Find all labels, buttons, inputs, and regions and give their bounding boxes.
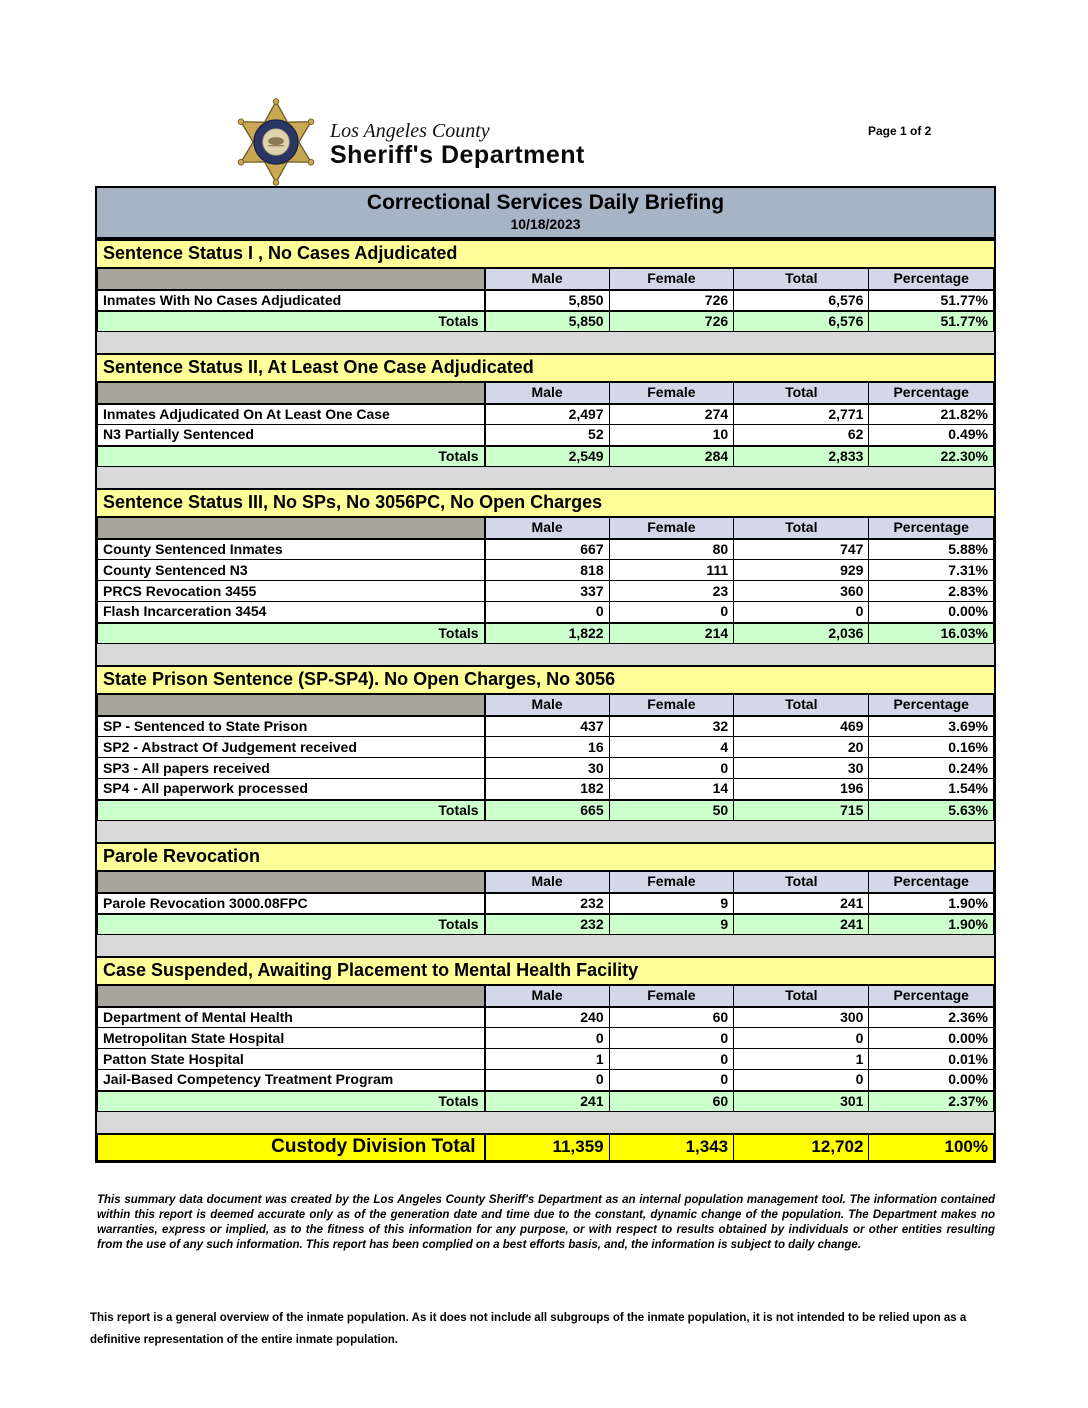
row-label-cell: N3 Partially Sentenced xyxy=(98,425,485,446)
value-cell-percentage: 21.82% xyxy=(869,404,994,425)
totals-value-cell-percentage: 16.03% xyxy=(869,623,994,644)
value-cell-total: 2,771 xyxy=(734,404,869,425)
row-label-cell: Flash Incarceration 3454 xyxy=(98,602,485,623)
value-cell-percentage: 0.24% xyxy=(869,758,994,779)
totals-value-cell-male: 5,850 xyxy=(485,311,610,332)
data-row xyxy=(98,1007,994,1028)
value-cell-percentage: 0.49% xyxy=(869,425,994,446)
value-cell-percentage: 1.90% xyxy=(869,893,994,914)
section-header-2: Sentence Status II, At Least One Case Adjudicated xyxy=(97,353,994,382)
overview-note-text: This report is a general overview of the inmate population. As it does not include all subgroups of the inmate population, it is not intended to be relied upon as a definitive representation of the entire inmate population. xyxy=(90,1311,967,1346)
agency-department-label: Sheriff's Department xyxy=(330,141,585,169)
value-cell-total: 360 xyxy=(734,581,869,602)
totals-value-cell-female: 214 xyxy=(609,623,734,644)
section-header-6: Case Suspended, Awaiting Placement to Mental Health Facility xyxy=(97,956,994,985)
data-row xyxy=(98,779,994,800)
section-table-5 xyxy=(97,871,994,935)
value-cell-female: 726 xyxy=(609,290,734,311)
column-header-male: Male xyxy=(485,383,610,404)
value-cell-female: 10 xyxy=(609,425,734,446)
row-label-cell: Jail-Based Competency Treatment Program xyxy=(98,1070,485,1091)
section-table-4 xyxy=(97,694,994,821)
report-title: Correctional Services Daily Briefing xyxy=(366,191,725,214)
column-header-total: Total xyxy=(734,518,869,539)
row-label-cell: SP3 - All papers received xyxy=(98,758,485,779)
custody-total-percentage-value: 100% xyxy=(869,1134,994,1161)
totals-row xyxy=(98,914,994,935)
totals-value-cell-male: 1,822 xyxy=(485,623,610,644)
value-cell-percentage: 0.16% xyxy=(869,737,994,758)
column-header-row xyxy=(98,269,994,290)
report-sections xyxy=(97,239,994,1133)
row-label-cell: Department of Mental Health xyxy=(98,1007,485,1028)
value-cell-total: 1 xyxy=(734,1049,869,1070)
value-cell-total: 0 xyxy=(734,602,869,623)
column-header-female: Female xyxy=(609,518,734,539)
daily-briefing-report xyxy=(95,186,996,1163)
value-cell-female: 274 xyxy=(609,404,734,425)
column-header-total: Total xyxy=(734,986,869,1007)
totals-row xyxy=(98,1091,994,1112)
value-cell-percentage: 0.00% xyxy=(869,1070,994,1091)
column-header-blank-cell xyxy=(98,872,485,893)
disclaimer-text: This summary data document was created by the Los Angeles County Sheriff's Department as an internal population management tool. The information contained within this report is deemed accurate only as of the generation date and time due to the constant, dynamic change of the population. The Department makes no warranties, express or implied, as to the fitness of this information for any purpose, or with respect to results obtained by individuals or other entities resulting from the use of any such information. This report has been complied on a best efforts basis, and, the information is subject to daily change. xyxy=(97,1194,995,1251)
totals-value-cell-male: 2,549 xyxy=(485,446,610,467)
totals-label-cell: Totals xyxy=(98,623,485,644)
value-cell-total: 241 xyxy=(734,893,869,914)
value-cell-percentage: 3.69% xyxy=(869,716,994,737)
section-spacer xyxy=(97,332,994,353)
value-cell-percentage: 2.83% xyxy=(869,581,994,602)
totals-label-cell: Totals xyxy=(98,311,485,332)
value-cell-percentage: 7.31% xyxy=(869,560,994,581)
section-table-1 xyxy=(97,268,994,332)
data-row xyxy=(98,893,994,914)
value-cell-total: 6,576 xyxy=(734,290,869,311)
totals-value-cell-female: 726 xyxy=(609,311,734,332)
column-header-total: Total xyxy=(734,695,869,716)
value-cell-percentage: 5.88% xyxy=(869,539,994,560)
column-header-percentage: Percentage xyxy=(869,518,994,539)
row-label-cell: Inmates Adjudicated On At Least One Case xyxy=(98,404,485,425)
page-number: Page 1 of 2 xyxy=(868,124,932,138)
totals-value-cell-total: 2,833 xyxy=(734,446,869,467)
value-cell-percentage: 0.00% xyxy=(869,602,994,623)
value-cell-total: 62 xyxy=(734,425,869,446)
column-header-row xyxy=(98,695,994,716)
value-cell-male: 0 xyxy=(485,602,610,623)
column-header-male: Male xyxy=(485,986,610,1007)
row-label-cell: Patton State Hospital xyxy=(98,1049,485,1070)
column-header-row xyxy=(98,518,994,539)
totals-label-cell: Totals xyxy=(98,1091,485,1112)
agency-county-label: Los Angeles County xyxy=(330,120,490,142)
data-row xyxy=(98,1028,994,1049)
row-label-cell: Parole Revocation 3000.08FPC xyxy=(98,893,485,914)
custody-total-label: Custody Division Total xyxy=(98,1134,485,1161)
value-cell-female: 0 xyxy=(609,602,734,623)
value-cell-male: 30 xyxy=(485,758,610,779)
totals-value-cell-male: 665 xyxy=(485,800,610,821)
data-row xyxy=(98,602,994,623)
report-title-bar xyxy=(97,188,994,239)
section-header-5: Parole Revocation xyxy=(97,842,994,871)
row-label-cell: Metropolitan State Hospital xyxy=(98,1028,485,1049)
section-spacer xyxy=(97,1112,994,1133)
value-cell-percentage: 1.54% xyxy=(869,779,994,800)
value-cell-percentage: 51.77% xyxy=(869,290,994,311)
data-row xyxy=(98,425,994,446)
row-label-cell: SP2 - Abstract Of Judgement received xyxy=(98,737,485,758)
column-header-blank-cell xyxy=(98,518,485,539)
data-row xyxy=(98,581,994,602)
value-cell-female: 0 xyxy=(609,1070,734,1091)
column-header-total: Total xyxy=(734,383,869,404)
value-cell-male: 182 xyxy=(485,779,610,800)
value-cell-total: 300 xyxy=(734,1007,869,1028)
value-cell-female: 60 xyxy=(609,1007,734,1028)
data-row xyxy=(98,1070,994,1091)
column-header-female: Female xyxy=(609,269,734,290)
value-cell-male: 2,497 xyxy=(485,404,610,425)
totals-value-cell-male: 232 xyxy=(485,914,610,935)
custody-division-total-row xyxy=(98,1134,994,1161)
value-cell-male: 667 xyxy=(485,539,610,560)
column-header-total: Total xyxy=(734,872,869,893)
data-row xyxy=(98,539,994,560)
value-cell-male: 337 xyxy=(485,581,610,602)
value-cell-total: 747 xyxy=(734,539,869,560)
value-cell-male: 240 xyxy=(485,1007,610,1028)
column-header-percentage: Percentage xyxy=(869,695,994,716)
value-cell-male: 16 xyxy=(485,737,610,758)
value-cell-total: 0 xyxy=(734,1070,869,1091)
column-header-row xyxy=(98,872,994,893)
totals-row xyxy=(98,800,994,821)
section-table-6 xyxy=(97,985,994,1112)
value-cell-female: 0 xyxy=(609,1049,734,1070)
data-row xyxy=(98,560,994,581)
totals-value-cell-percentage: 1.90% xyxy=(869,914,994,935)
value-cell-female: 111 xyxy=(609,560,734,581)
custody-total-total-value: 12,702 xyxy=(734,1134,869,1161)
totals-value-cell-percentage: 22.30% xyxy=(869,446,994,467)
value-cell-female: 32 xyxy=(609,716,734,737)
section-spacer xyxy=(97,644,994,665)
column-header-total: Total xyxy=(734,269,869,290)
sheriff-star-badge-icon xyxy=(232,98,320,186)
value-cell-male: 818 xyxy=(485,560,610,581)
row-label-cell: Inmates With No Cases Adjudicated xyxy=(98,290,485,311)
section-spacer xyxy=(97,821,994,842)
value-cell-total: 30 xyxy=(734,758,869,779)
column-header-blank-cell xyxy=(98,695,485,716)
row-label-cell: County Sentenced N3 xyxy=(98,560,485,581)
column-header-male: Male xyxy=(485,269,610,290)
value-cell-total: 929 xyxy=(734,560,869,581)
data-row xyxy=(98,1049,994,1070)
column-header-male: Male xyxy=(485,695,610,716)
section-header-4: State Prison Sentence (SP-SP4). No Open Charges, No 3056 xyxy=(97,665,994,694)
data-row xyxy=(98,716,994,737)
agency-name xyxy=(330,114,585,170)
totals-label-cell: Totals xyxy=(98,800,485,821)
section-spacer xyxy=(97,467,994,488)
value-cell-female: 14 xyxy=(609,779,734,800)
value-cell-male: 1 xyxy=(485,1049,610,1070)
column-header-female: Female xyxy=(609,872,734,893)
row-label-cell: County Sentenced Inmates xyxy=(98,539,485,560)
value-cell-male: 232 xyxy=(485,893,610,914)
value-cell-total: 0 xyxy=(734,1028,869,1049)
totals-value-cell-female: 9 xyxy=(609,914,734,935)
report-date: 10/18/2023 xyxy=(510,216,581,232)
column-header-percentage: Percentage xyxy=(869,383,994,404)
column-header-blank-cell xyxy=(98,269,485,290)
agency-logo xyxy=(232,98,585,186)
totals-value-cell-female: 60 xyxy=(609,1091,734,1112)
totals-label-cell: Totals xyxy=(98,914,485,935)
data-row xyxy=(98,404,994,425)
custody-total-male-value: 11,359 xyxy=(485,1134,610,1161)
totals-value-cell-total: 2,036 xyxy=(734,623,869,644)
value-cell-male: 0 xyxy=(485,1028,610,1049)
column-header-blank-cell xyxy=(98,986,485,1007)
page-header xyxy=(0,0,1088,186)
value-cell-total: 469 xyxy=(734,716,869,737)
data-row xyxy=(98,737,994,758)
value-cell-female: 23 xyxy=(609,581,734,602)
data-row xyxy=(98,290,994,311)
value-cell-percentage: 0.00% xyxy=(869,1028,994,1049)
column-header-female: Female xyxy=(609,695,734,716)
column-header-percentage: Percentage xyxy=(869,269,994,290)
data-row xyxy=(98,758,994,779)
column-header-male: Male xyxy=(485,518,610,539)
totals-label-cell: Totals xyxy=(98,446,485,467)
value-cell-male: 437 xyxy=(485,716,610,737)
column-header-female: Female xyxy=(609,986,734,1007)
section-header-1: Sentence Status I , No Cases Adjudicated xyxy=(97,239,994,268)
value-cell-female: 80 xyxy=(609,539,734,560)
section-table-3 xyxy=(97,517,994,644)
totals-value-cell-total: 715 xyxy=(734,800,869,821)
column-header-percentage: Percentage xyxy=(869,986,994,1007)
totals-row xyxy=(98,311,994,332)
row-label-cell: PRCS Revocation 3455 xyxy=(98,581,485,602)
totals-row xyxy=(98,623,994,644)
totals-value-cell-male: 241 xyxy=(485,1091,610,1112)
value-cell-male: 0 xyxy=(485,1070,610,1091)
value-cell-female: 0 xyxy=(609,1028,734,1049)
totals-value-cell-percentage: 2.37% xyxy=(869,1091,994,1112)
custody-division-total-table xyxy=(97,1133,994,1161)
value-cell-male: 52 xyxy=(485,425,610,446)
totals-value-cell-total: 301 xyxy=(734,1091,869,1112)
totals-value-cell-percentage: 5.63% xyxy=(869,800,994,821)
column-header-blank-cell xyxy=(98,383,485,404)
value-cell-percentage: 0.01% xyxy=(869,1049,994,1070)
value-cell-male: 5,850 xyxy=(485,290,610,311)
value-cell-female: 0 xyxy=(609,758,734,779)
column-header-percentage: Percentage xyxy=(869,872,994,893)
totals-value-cell-percentage: 51.77% xyxy=(869,311,994,332)
totals-value-cell-total: 241 xyxy=(734,914,869,935)
value-cell-female: 4 xyxy=(609,737,734,758)
column-header-female: Female xyxy=(609,383,734,404)
row-label-cell: SP - Sentenced to State Prison xyxy=(98,716,485,737)
totals-value-cell-female: 50 xyxy=(609,800,734,821)
totals-value-cell-female: 284 xyxy=(609,446,734,467)
totals-value-cell-total: 6,576 xyxy=(734,311,869,332)
column-header-row xyxy=(98,383,994,404)
section-spacer xyxy=(97,935,994,956)
value-cell-percentage: 2.36% xyxy=(869,1007,994,1028)
totals-row xyxy=(98,446,994,467)
value-cell-female: 9 xyxy=(609,893,734,914)
custody-total-female-value: 1,343 xyxy=(609,1134,734,1161)
section-header-3: Sentence Status III, No SPs, No 3056PC, No Open Charges xyxy=(97,488,994,517)
section-table-2 xyxy=(97,382,994,467)
value-cell-total: 196 xyxy=(734,779,869,800)
column-header-row xyxy=(98,986,994,1007)
value-cell-total: 20 xyxy=(734,737,869,758)
column-header-male: Male xyxy=(485,872,610,893)
row-label-cell: SP4 - All paperwork processed xyxy=(98,779,485,800)
